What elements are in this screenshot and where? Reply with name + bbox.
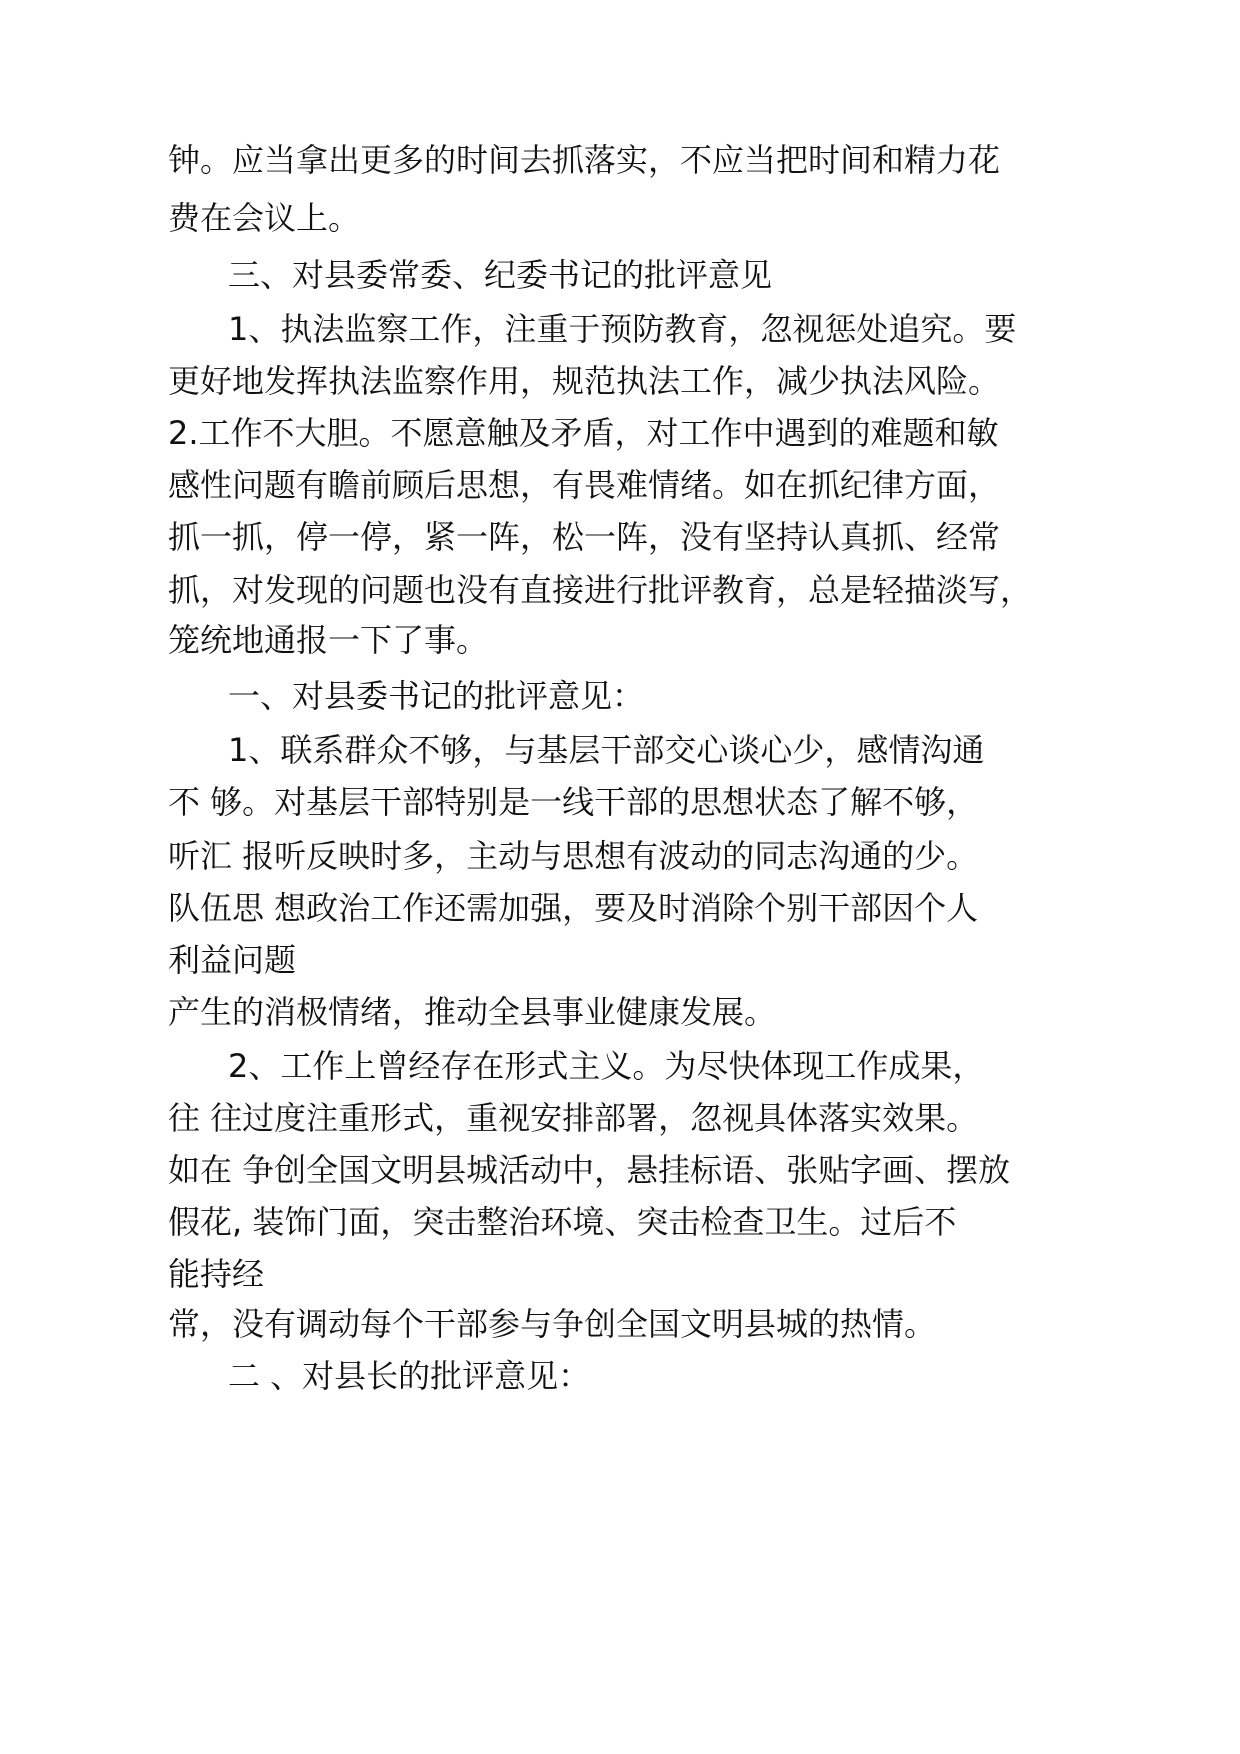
text-line-13: 不 够。对基层干部特别是一线干部的思想状态了解不够， — [168, 783, 979, 821]
text-line-9: 抓，对发现的问题也没有直接进行批评教育，总是轻描淡写， — [168, 571, 1033, 609]
text-line-1: 钟。应当拿出更多的时间去抓落实，不应当把时间和精力花 — [168, 141, 1001, 179]
text-line-8: 抓一抓，停一停，紧一阵，松一阵，没有坚持认真抓、经常 — [168, 518, 1001, 556]
text-line-14: 听汇 报听反映时多，主动与思想有波动的同志沟通的少。 — [168, 837, 979, 875]
text-line-16: 利益问题 — [168, 941, 297, 979]
text-line-4: 1、执法监察工作，注重于预防教育，忽视惩处追究。要 — [228, 310, 1017, 348]
text-line-21: 假花, 装饰门面，突击整治环境、突击检查卫生。过后不 — [168, 1203, 957, 1241]
text-line-5: 更好地发挥执法监察作用，规范执法工作，减少执法风险。 — [168, 362, 1001, 400]
section-heading-2: 二 、对县长的批评意见： — [228, 1357, 591, 1395]
text-line-7: 感性问题有瞻前顾后思想，有畏难情绪。如在抓纪律方面， — [168, 466, 1001, 504]
section-heading-1: 一、对县委书记的批评意见： — [228, 677, 645, 715]
text-line-6: 2.工作不大胆。不愿意触及矛盾，对工作中遇到的难题和敏 — [168, 414, 999, 452]
text-line-20: 如在 争创全国文明县城活动中，悬挂标语、张贴字画、摆放 — [168, 1151, 1011, 1189]
text-line-23: 常，没有调动每个干部参与争创全国文明县城的热情。 — [168, 1305, 937, 1343]
text-line-22: 能持经 — [168, 1255, 265, 1293]
text-line-12: 1、联系群众不够，与基层干部交心谈心少，感情沟通 — [228, 731, 985, 769]
text-line-15: 队伍思 想政治工作还需加强，要及时消除个别干部因个人 — [168, 889, 979, 927]
text-line-2: 费在会议上。 — [168, 199, 361, 237]
section-heading-3: 三、对县委常委、纪委书记的批评意见 — [228, 256, 773, 294]
text-line-10: 笼统地通报一下了事。 — [168, 621, 489, 659]
text-line-19: 往 往过度注重形式，重视安排部署，忽视具体落实效果。 — [168, 1099, 979, 1137]
text-line-18: 2、工作上曾经存在形式主义。为尽快体现工作成果， — [228, 1047, 985, 1085]
text-line-17: 产生的消极情绪，推动全县事业健康发展。 — [168, 993, 777, 1031]
